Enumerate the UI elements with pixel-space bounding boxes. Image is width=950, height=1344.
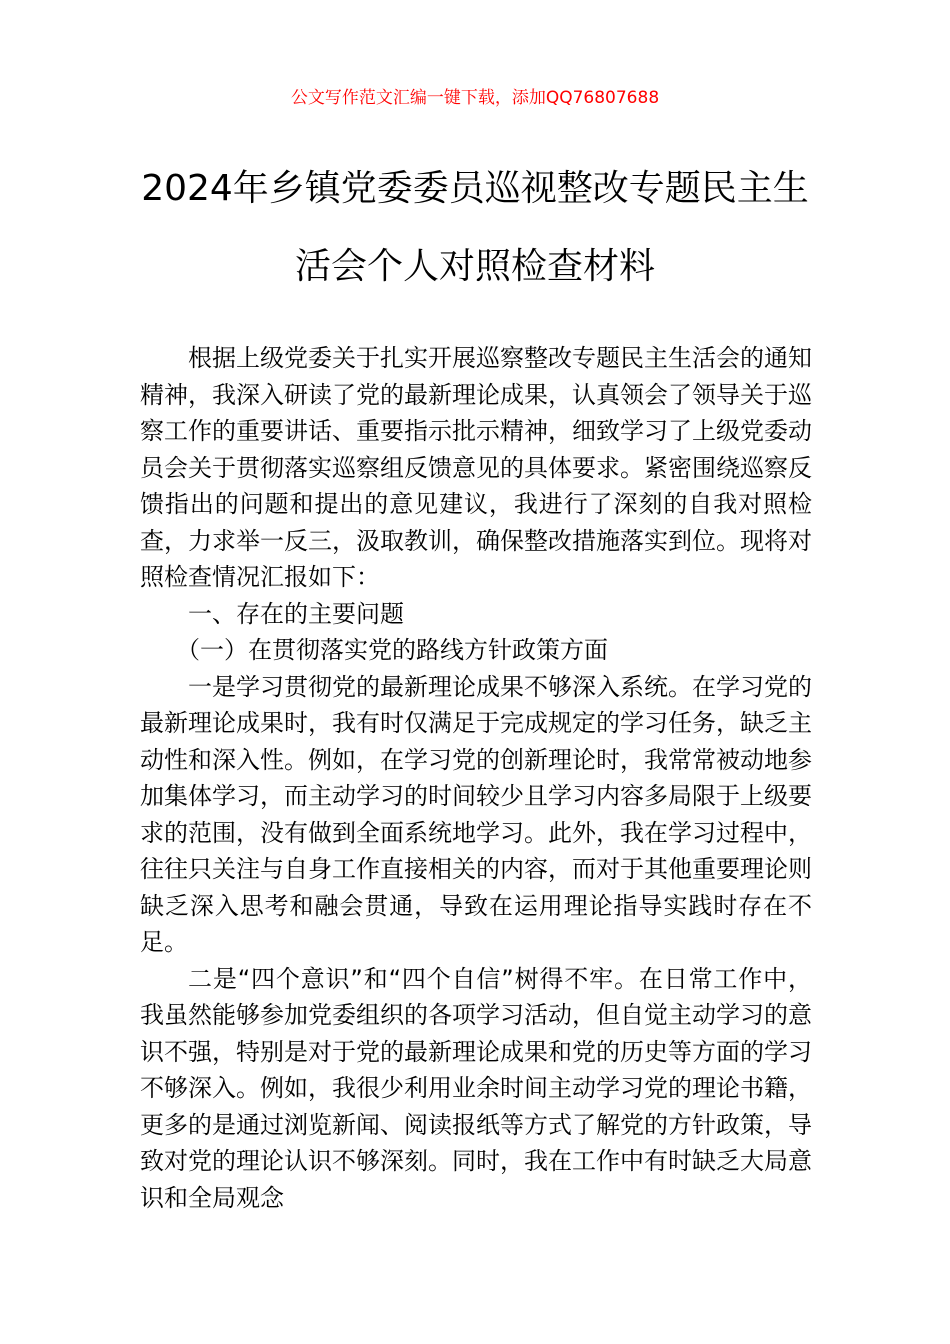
document-body: [140, 340, 812, 1216]
body-paragraph-1: 一是学习贯彻党的最新理论成果不够深入系统。在学习党的最新理论成果时，我有时仅满足于完成规定的学习任务，缺乏主动性和深入性。例如，在学习党的创新理论时，我常常被动地参加集体学习，而主动学习的时间较少且学习内容多局限于上级要求的范围，没有做到全面系统地学习。此外，我在学习过程中，往往只关注与自身工作直接相关的内容，而对于其他重要理论则缺乏深入思考和融会贯通，导致在运用理论指导实践时存在不足。: [140, 672, 812, 956]
subsection-heading: （一）在贯彻落实党的路线方针政策方面: [176, 636, 608, 664]
promo-banner[interactable]: 公文写作范文汇编一键下载，添加QQ76807688: [290, 88, 660, 108]
title-line-1: 2024年乡镇党委委员巡视整改专题民主生: [141, 168, 809, 209]
section-heading: 一、存在的主要问题: [188, 599, 404, 628]
document-title: [130, 150, 820, 306]
body-paragraph-2: 二是“四个意识”和“四个自信”树得不牢。在日常工作中，我虽然能够参加党委组织的各项学习活动，但自觉主动学习的意识不强，特别是对于党的最新理论成果和党的历史等方面的学习不够深入。例如，我很少利用业余时间主动学习党的理论书籍，更多的是通过浏览新闻、阅读报纸等方式了解党的方针政策，导致对党的理论认识不够深刻。同时，我在工作中有时缺乏大局意识和全局观念: [140, 964, 812, 1212]
intro-paragraph: 根据上级党委关于扎实开展巡察整改专题民主生活会的通知精神，我深入研读了党的最新理论成果，认真领会了领导关于巡察工作的重要讲话、重要指示批示精神，细致学习了上级党委动员会关于贯彻落实巡察组反馈意见的具体要求。紧密围绕巡察反馈指出的问题和提出的意见建议，我进行了深刻的自我对照检查，力求举一反三，汲取教训，确保整改措施落实到位。现将对照检查情况汇报如下：: [140, 344, 812, 591]
title-line-2: 活会个人对照检查材料: [294, 246, 655, 287]
